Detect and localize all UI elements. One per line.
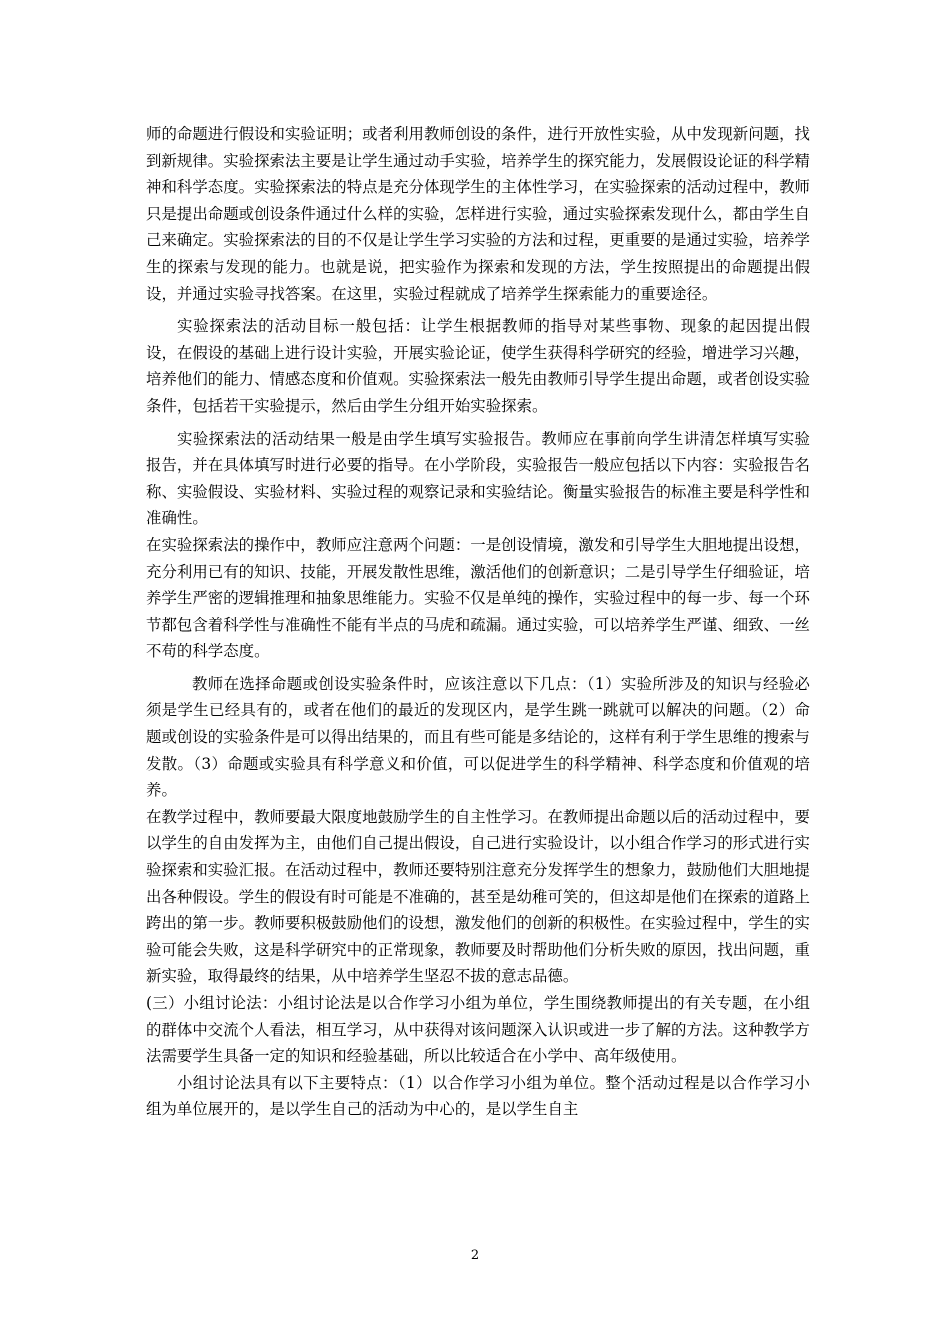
page-number: 2 bbox=[470, 1248, 480, 1263]
paragraph-group-discussion-features: 小组讨论法具有以下主要特点：（1）以合作学习小组为单位。整个活动过程是以合作学习小组为单位展开的，是以学生自己的活动为中心的，是以学生自主 bbox=[146, 1073, 810, 1119]
paragraph-teaching-process: 在教学过程中，教师要最大限度地鼓励学生的自主性学习。在教师提出命题以后的活动过程中，要以学生的自由发挥为主，由他们自己提出假设，自己进行实验设计，以小组合作学习的形式进行实验探索和实验汇报。在活动过程中，教师还要特别注意充分发挥学生的想象力，鼓励他们大胆地提出各种假设。学生的假设有时可能是不准确的，甚至是幼稚可笑的，但这却是他们在探索的道路上跨出的第一步。教师要积极鼓励他们的设想，激发他们的创新的积极性。在实验过程中，学生的实验可能会失败，这是科学研究中的正常现象，教师要及时帮助他们分析失败的原因，找出问题，重新实验，取得最终的结果，从中培养学生坚忍不拔的意志品德。 bbox=[146, 807, 810, 986]
paragraph-activity-goals: 实验探索法的活动目标一般包括：让学生根据教师的指导对某些事物、现象的起因提出假设，在假设的基础上进行设计实验，开展实验论证，使学生获得科学研究的经验，增进学习兴趣，培养他们的能力、情感态度和价值观。实验探索法一般先由教师引导学生提出命题，或者创设实验条件，包括若干实验提示，然后由学生分组开始实验探索。 bbox=[146, 317, 810, 415]
paragraph-activity-results: 实验探索法的活动结果一般是由学生填写实验报告。教师应在事前向学生讲清怎样填写实验报告，并在具体填写时进行必要的指导。在小学阶段，实验报告一般应包括以下内容：实验报告名称、实验假设、实验材料、实验过程的观察记录和实验结论。衡量实验报告的标准主要是科学性和准确性。 bbox=[146, 429, 810, 528]
paragraph-group-discussion: (三）小组讨论法：小组讨论法是以合作学习小组为单位，学生围绕教师提出的有关专题，在小组的群体中交流个人看法，相互学习，从中获得对该问题深入认识或进一步了解的方法。这种教学方法需要学生具备一定的知识和经验基础，所以比较适合在小学中、高年级使用。 bbox=[146, 994, 810, 1066]
paragraph-operation-notes: 在实验探索法的操作中，教师应注意两个问题：一是创设情境，激发和引导学生大胆地提出设想，充分利用已有的知识、技能，开展发散性思维，激活他们的创新意识；二是引导学生仔细验证，培养学生严密的逻辑推理和抽象思维能力。实验不仅是单纯的操作，实验过程中的每一步、每一个环节都包含着科学性与准确性不能有半点的马虎和疏漏。通过实验，可以培养学生严谨、细致、一丝不苟的科学态度。 bbox=[146, 535, 810, 661]
paragraph-experiment-intro: 师的命题进行假设和实验证明；或者利用教师创设的条件，进行开放性实验，从中发现新问题，找到新规律。实验探索法主要是让学生通过动手实验，培养学生的探究能力，发展假设论证的科学精神和科学态度。实验探索法的特点是充分体现学生的主体性学习，在实验探索的活动过程中，教师只是提出命题或创设条件通过什么样的实验，怎样进行实验，通过实验探索发现什么，都由学生自己来确定。实验探索法的目的不仅是让学生学习实验的方法和过程，更重要的是通过实验，培养学生的探索与发现的能力。也就是说，把实验作为探索和发现的方法，学生按照提出的命题提出假设，并通过实验寻找答案。在这里，实验过程就成了培养学生探索能力的重要途径。 bbox=[146, 125, 810, 303]
document-body bbox=[146, 121, 810, 1123]
paragraph-choosing-propositions: 教师在选择命题或创设实验条件时，应该注意以下几点：（1）实验所涉及的知识与经验必须是学生已经具有的，或者在他们的最近的发现区内，是学生跳一跳就可以解决的问题。（2）命题或创设的实验条件是可以得出结果的，而且有些可能是多结论的，这样有利于学生思维的搜索与发散。（3）命题或实验具有科学意义和价值，可以促进学生的科学精神、科学态度和价值观的培养。 bbox=[146, 674, 810, 800]
